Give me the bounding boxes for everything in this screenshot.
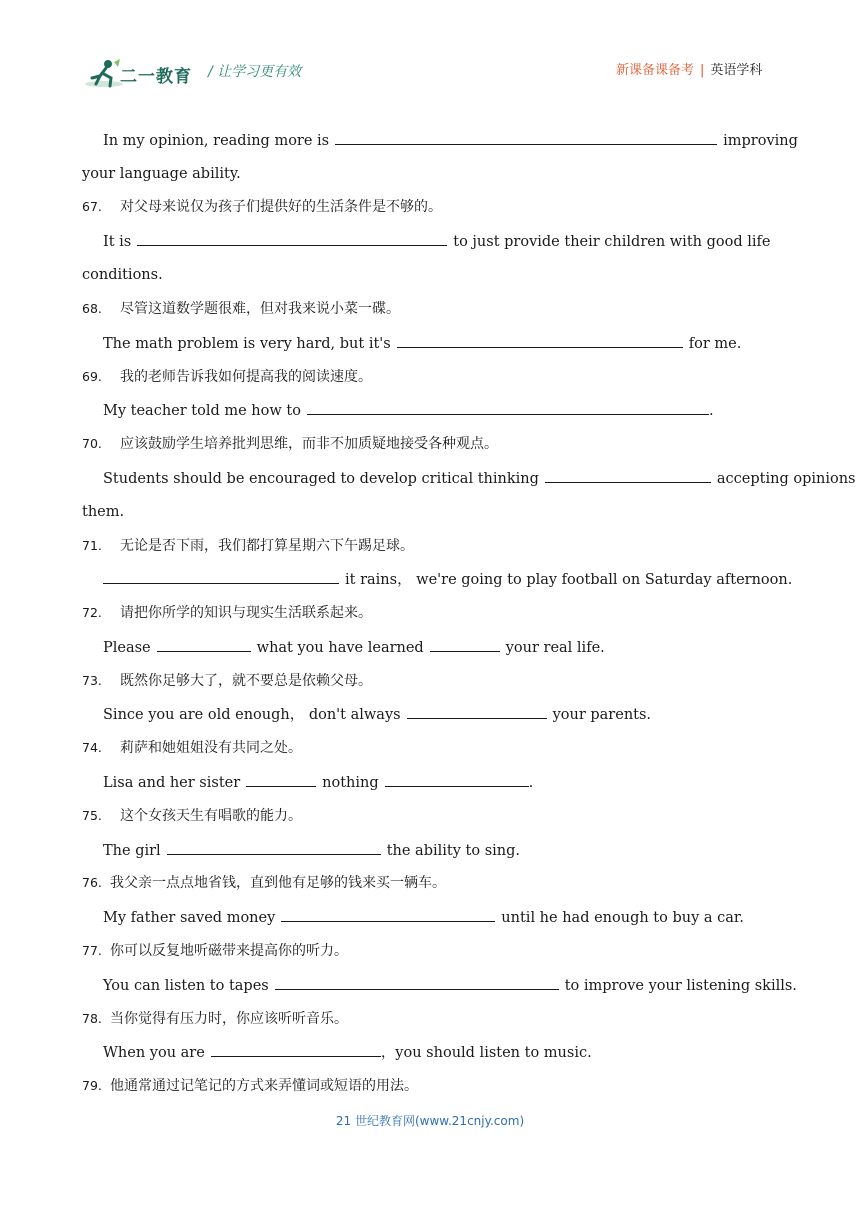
- q75-english-line: The girl the ability to sing.: [103, 840, 520, 861]
- q69-english-line: My teacher told me how to .: [103, 400, 714, 421]
- answer-blank[interactable]: [246, 772, 316, 787]
- q72-chinese: 72. 请把你所学的知识与现实生活联系起来。: [82, 605, 372, 621]
- header-slogan: / 让学习更有效: [208, 64, 302, 80]
- answer-blank[interactable]: [211, 1042, 381, 1057]
- q67-chinese: 67. 对父母来说仅为孩子们提供好的生活条件是不够的。: [82, 199, 442, 215]
- q71-english-line: it rains， we're going to play football on Saturday afternoon.: [103, 569, 792, 590]
- answer-blank[interactable]: [103, 569, 339, 584]
- subject-label: 英语学科: [710, 63, 763, 78]
- answer-blank[interactable]: [545, 468, 711, 483]
- answer-blank[interactable]: [397, 333, 683, 348]
- q68-chinese: 68. 尽管这道数学题很难，但对我来说小菜一碟。: [82, 301, 400, 317]
- course-prep-label: 新课备课备考: [616, 63, 695, 78]
- q73-chinese: 73. 既然你足够大了，就不要总是依赖父母。: [82, 673, 372, 689]
- answer-blank[interactable]: [307, 400, 709, 415]
- page-footer: 21 世纪教育网(www.21cnjy.com): [335, 1114, 525, 1128]
- q77-english-line: You can listen to tapes to improve your listening skills.: [103, 975, 797, 996]
- answer-blank[interactable]: [335, 130, 717, 145]
- answer-blank[interactable]: [385, 772, 529, 787]
- q78-chinese: 78. 当你觉得有压力时，你应该听听音乐。: [82, 1011, 348, 1027]
- header-right-text: [616, 62, 786, 80]
- answer-blank[interactable]: [430, 637, 500, 652]
- q69-chinese: 69. 我的老师告诉我如何提高我的阅读速度。: [82, 369, 372, 385]
- answer-blank[interactable]: [281, 907, 495, 922]
- q77-chinese: 77. 你可以反复地听磁带来提高你的听力。: [82, 943, 348, 959]
- answer-blank[interactable]: [157, 637, 251, 652]
- q78-english-line: When you are ，you should listen to music.: [103, 1042, 592, 1063]
- q70-english-wrap: them.: [82, 504, 125, 520]
- q72-english-line: Please what you have learned your real life.: [103, 637, 605, 658]
- answer-blank[interactable]: [407, 704, 547, 719]
- q79-chinese: 79. 他通常通过记笔记的方式来弄懂词或短语的用法。: [82, 1078, 418, 1094]
- q71-chinese: 71. 无论是否下雨，我们都打算星期六下午踢足球。: [82, 538, 414, 554]
- q70-english-line: Students should be encouraged to develop critical thinking accepting opinions: [103, 468, 855, 489]
- q74-chinese: 74. 莉萨和她姐姐没有共同之处。: [82, 740, 302, 756]
- answer-blank[interactable]: [137, 231, 447, 246]
- q67-english-wrap: conditions.: [82, 267, 163, 283]
- answer-blank[interactable]: [275, 975, 559, 990]
- q66-english-wrap: your language ability.: [82, 166, 241, 182]
- page-header: [0, 0, 860, 110]
- q67-english-line: It is to just provide their children with good life: [103, 231, 770, 252]
- q73-english-line: Since you are old enough， don't always your parents.: [103, 704, 651, 725]
- q76-chinese: 76. 我父亲一点点地省钱，直到他有足够的钱来买一辆车。: [82, 875, 446, 891]
- answer-blank[interactable]: [167, 840, 381, 855]
- brand-name: 二一教育: [120, 67, 192, 87]
- q74-english-line: Lisa and her sister nothing .: [103, 772, 533, 793]
- header-separator: |: [700, 63, 705, 78]
- q68-english-line: The math problem is very hard, but it's for me.: [103, 333, 741, 354]
- q66-english-line: In my opinion, reading more is improving: [103, 130, 798, 151]
- q75-chinese: 75. 这个女孩天生有唱歌的能力。: [82, 808, 302, 824]
- q76-english-line: My father saved money until he had enough to buy a car.: [103, 907, 744, 928]
- q70-chinese: 70. 应该鼓励学生培养批判思维，而非不加质疑地接受各种观点。: [82, 436, 498, 452]
